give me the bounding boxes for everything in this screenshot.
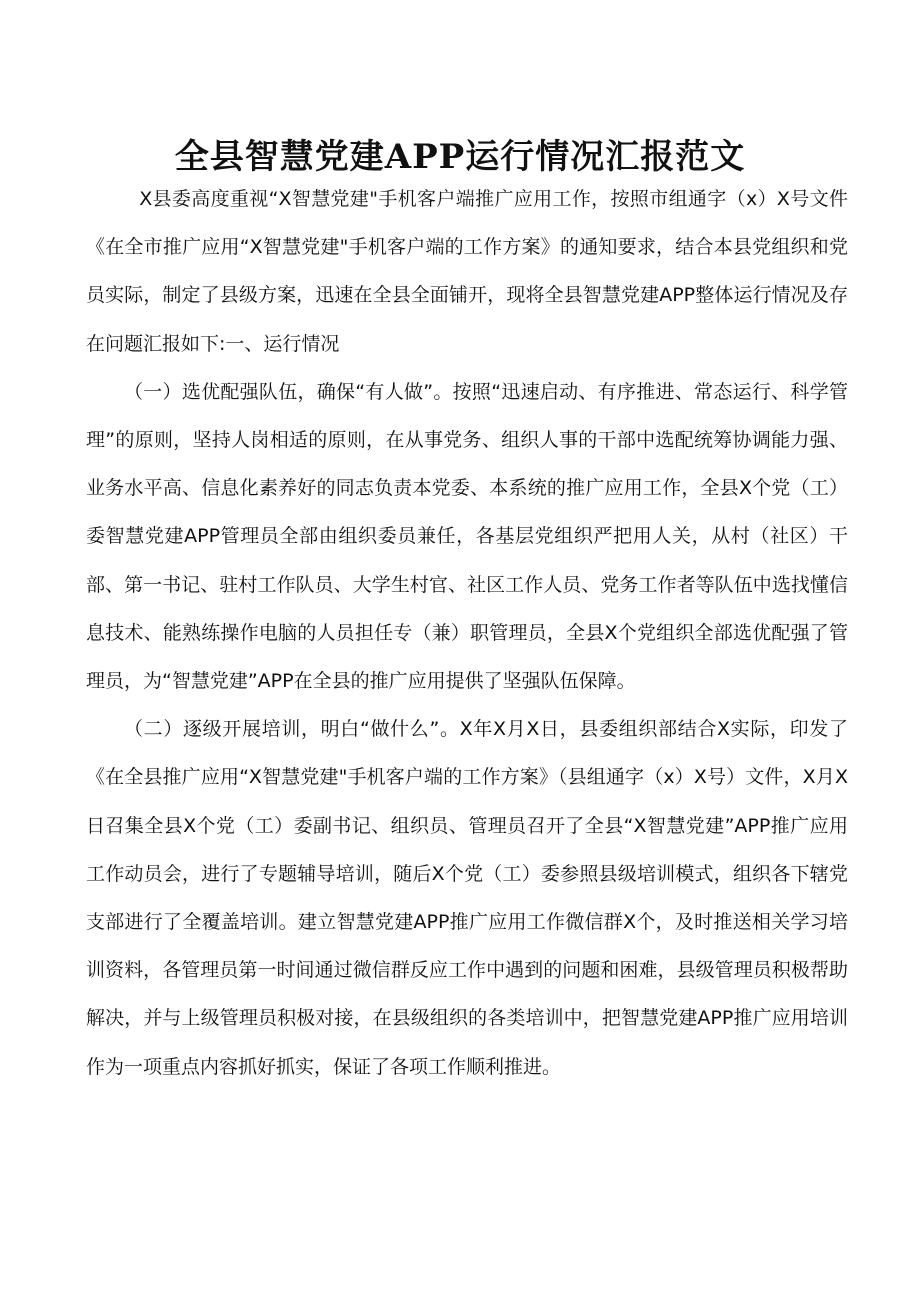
document-body: [86, 175, 848, 1091]
document-title: 全县智慧党建APP运行情况汇报范文: [174, 136, 746, 177]
paragraph-training: （二）逐级开展培训，明白“做什么”。X年X月X日，县委组织部结合X实际，印发了《在全县推广应用“X智慧党建"手机客户端的工作方案》（县组通字（x）X号）文件，X月X日召集全县X个党（工）委副书记、组织员、管理员召开了全县“X智慧党建”APP推广应用工作动员会，进行了专题辅导培训，随后X个党（工）委参照县级培训模式，组织各下辖党支部进行了全覆盖培训。建立智慧党建APP推广应用工作微信群X个，及时推送相关学习培训资料，各管理员第一时间通过微信群反应工作中遇到的问题和困难，县级管理员积极帮助解决，并与上级管理员积极对接，在县级组织的各类培训中，把智慧党建APP推广应用培训作为一项重点内容抓好抓实，保证了各项工作顺利推进。: [86, 718, 848, 1078]
paragraph-intro: X县委高度重视“X智慧党建"手机客户端推广应用工作，按照市组通字（x）X号文件《在全市推广应用“X智慧党建"手机客户端的工作方案》的通知要求，结合本县党组织和党员实际，制定了县级方案，迅速在全县全面铺开，现将全县智慧党建APP整体运行情况及存在问题汇报如下:一、运行情况: [86, 188, 848, 355]
paragraph-team-staffing: （一）选优配强队伍，确保“有人做”。按照“迅速启动、有序推进、常态运行、科学管理”的原则，坚持人岗相适的原则，在从事党务、组织人事的干部中选配统筹协调能力强、业务水平高、信息化素养好的同志负责本党委、本系统的推广应用工作，全县X个党（工）委智慧党建APP管理员全部由组织委员兼任，各基层党组织严把用人关，从村（社区）干部、第一书记、驻村工作队员、大学生村官、社区工作人员、党务工作者等队伍中选找懂信息技术、能熟练操作电脑的人员担任专（兼）职管理员，全县X个党组织全部选优配强了管理员，为“智慧党建”APP在全县的推广应用提供了坚强队伍保障。: [86, 380, 848, 693]
